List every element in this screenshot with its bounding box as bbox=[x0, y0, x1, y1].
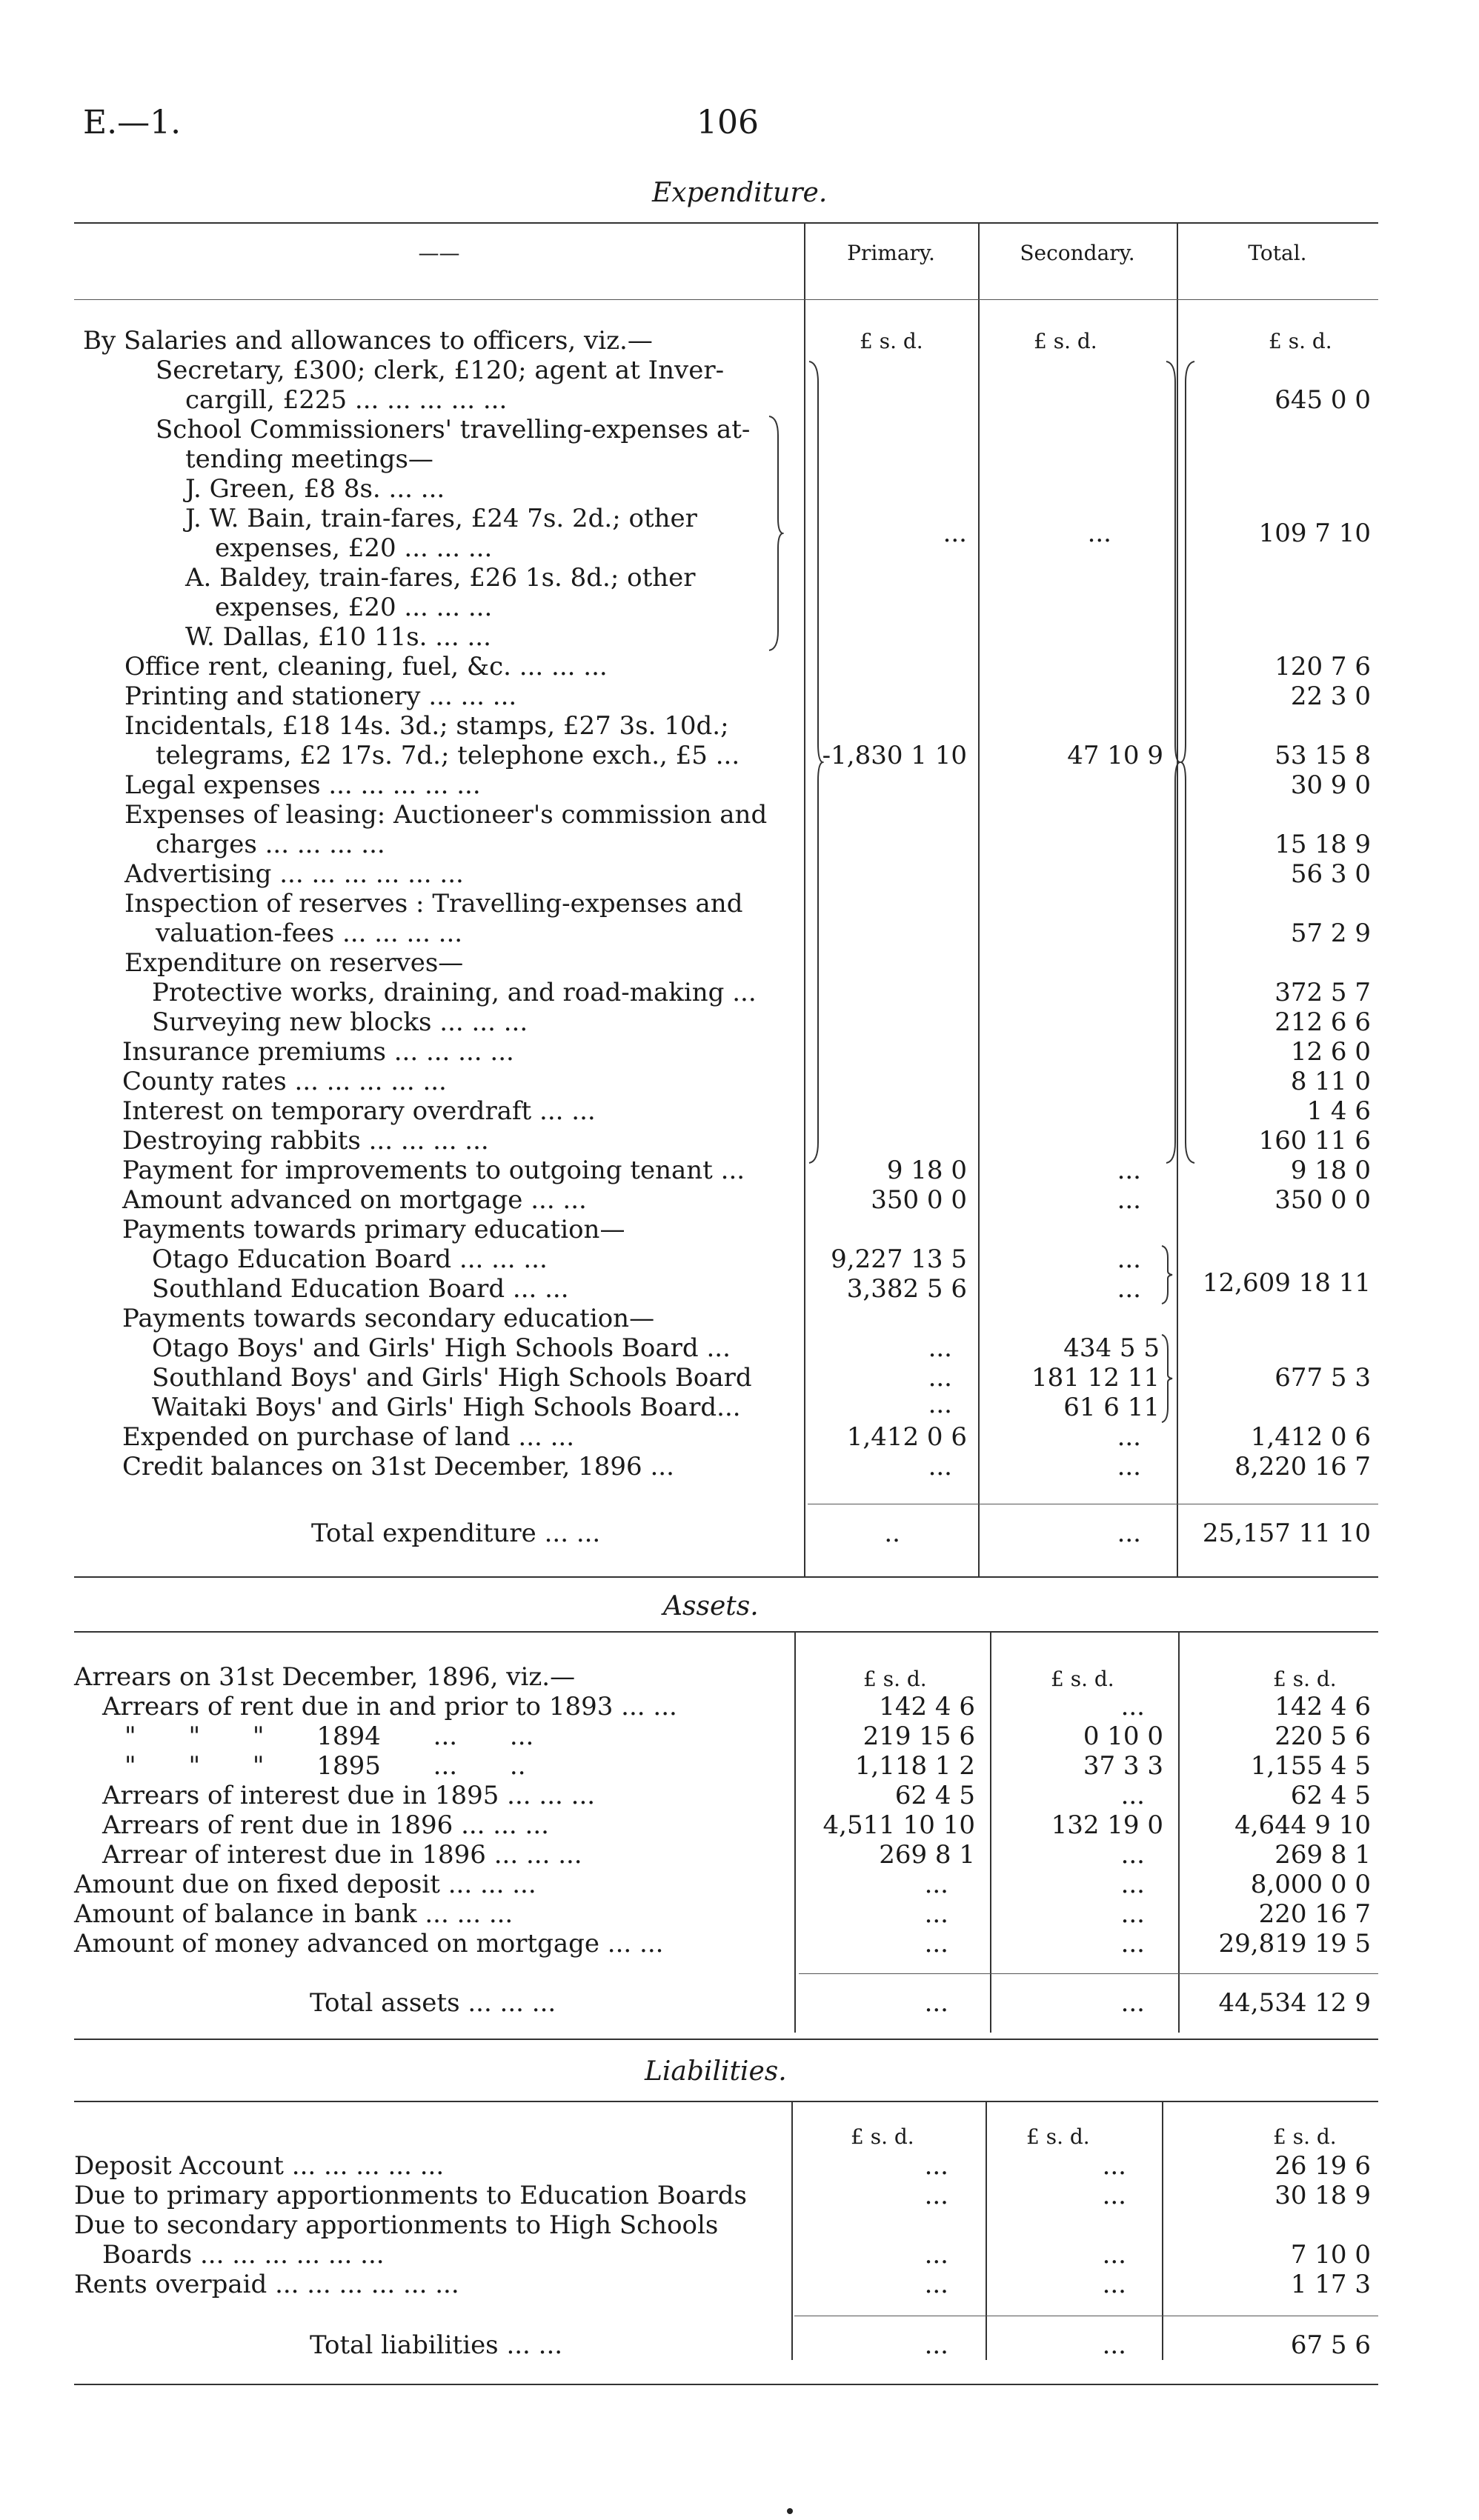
expenditure-line: Interest on temporary overdraft ... ... bbox=[122, 1096, 596, 1126]
asset-primary-value: 4,511 10 10 bbox=[822, 1810, 975, 1840]
primary-value-salaries: ... bbox=[943, 519, 967, 548]
expenditure-line: Waitaki Boys' and Girls' High Schools Board... bbox=[152, 1393, 741, 1422]
expenditure-line: Incidentals, £18 14s. 3d.; stamps, £27 3s. 10d.; bbox=[124, 711, 729, 741]
asset-row-label: Amount of balance in bank ... ... ... bbox=[74, 1899, 514, 1929]
asset-row-label: Arrears of interest due in 1895 ... ... ... bbox=[102, 1781, 596, 1810]
expenditure-line: By Salaries and allowances to officers, viz.— bbox=[83, 326, 653, 356]
expenditure-line: Printing and stationery ... ... ... bbox=[124, 681, 517, 711]
liability-total-value: 30 18 9 bbox=[1274, 2181, 1371, 2210]
expenditure-line: J. Green, £8 8s. ... ... bbox=[185, 474, 445, 504]
assets-top-rule bbox=[74, 1631, 1378, 1633]
secondary-value-southland-education: ... bbox=[1117, 1274, 1141, 1304]
asset-primary-value: 219 15 6 bbox=[863, 1721, 975, 1751]
secondary-value-credit: ... bbox=[1117, 1452, 1141, 1481]
expenditure-line: Legal expenses ... ... ... ... ... bbox=[124, 770, 481, 800]
expenditure-line: Amount advanced on mortgage ... ... bbox=[122, 1185, 587, 1215]
liability-primary-value: ... bbox=[924, 2181, 948, 2210]
primary-value-mortgage: 350 0 0 bbox=[871, 1185, 967, 1215]
expenditure-line: County rates ... ... ... ... ... bbox=[122, 1067, 447, 1096]
primary-value-land: 1,412 0 6 bbox=[846, 1422, 967, 1452]
assets-primary-unit: £ s. d. bbox=[863, 1667, 927, 1691]
expenditure-divider-1 bbox=[804, 224, 805, 1578]
secondary-value-salaries: ... bbox=[1087, 519, 1111, 548]
expenditure-line: Payments towards primary education— bbox=[122, 1215, 625, 1244]
asset-total-value: 220 16 7 bbox=[1258, 1899, 1371, 1929]
asset-secondary-value: ... bbox=[1120, 1899, 1145, 1929]
asset-total-value: 220 5 6 bbox=[1274, 1721, 1371, 1751]
total-value: 120 7 6 bbox=[1274, 652, 1371, 681]
expenditure-line: valuation-fees ... ... ... ... bbox=[156, 919, 463, 948]
liability-secondary-value: ... bbox=[1102, 2181, 1126, 2210]
total-assets-label: Total assets ... ... ... bbox=[310, 1988, 556, 2018]
asset-total-value: 142 4 6 bbox=[1274, 1692, 1371, 1721]
liability-total-value: 1 17 3 bbox=[1290, 2270, 1371, 2299]
liabilities-divider-3 bbox=[1162, 2102, 1163, 2360]
primary-value-otago-education: 9,227 13 5 bbox=[831, 1244, 967, 1274]
asset-secondary-value: ... bbox=[1120, 1781, 1145, 1810]
total-value: 57 2 9 bbox=[1290, 919, 1371, 948]
secondary-column-brace bbox=[1165, 360, 1181, 1164]
asset-primary-value: 62 4 5 bbox=[894, 1781, 975, 1810]
asset-primary-value: ... bbox=[924, 1870, 948, 1899]
total-value: 212 6 6 bbox=[1274, 1007, 1371, 1037]
asset-secondary-value: ... bbox=[1120, 1929, 1145, 1959]
asset-primary-value: 269 8 1 bbox=[879, 1840, 975, 1870]
liability-total-value: 7 10 0 bbox=[1290, 2240, 1371, 2270]
total-liabilities-label: Total liabilities ... ... bbox=[310, 2330, 563, 2360]
asset-row-label: Arrears of rent due in and prior to 1893 ... ... bbox=[102, 1692, 677, 1721]
liability-secondary-value: ... bbox=[1102, 2240, 1126, 2270]
liability-secondary-value: ... bbox=[1102, 2270, 1126, 2299]
liabilities-total-unit: £ s. d. bbox=[1273, 2124, 1337, 2149]
primary-value-credit: ... bbox=[928, 1452, 952, 1481]
primary-value-improvements: 9 18 0 bbox=[886, 1156, 967, 1185]
expenditure-line: Credit balances on 31st December, 1896 ... bbox=[122, 1452, 674, 1481]
asset-secondary-value: ... bbox=[1120, 1692, 1145, 1721]
total-value: 30 9 0 bbox=[1290, 770, 1371, 800]
asset-primary-value: ... bbox=[924, 1929, 948, 1959]
secondary-value-improvements: ... bbox=[1117, 1156, 1141, 1185]
expenditure-line: expenses, £20 ... ... ... bbox=[215, 533, 493, 563]
total-value: 1,412 0 6 bbox=[1250, 1422, 1371, 1452]
asset-row-label: " " " 1894 ... ... bbox=[124, 1721, 534, 1751]
total-assets-value: 44,534 12 9 bbox=[1218, 1988, 1371, 2018]
asset-total-value: 8,000 0 0 bbox=[1250, 1870, 1371, 1899]
expenditure-title: Expenditure. bbox=[652, 178, 828, 208]
commissioners-brace bbox=[768, 415, 784, 652]
asset-secondary-value: 37 3 3 bbox=[1083, 1751, 1163, 1781]
expenditure-line: Expenses of leasing: Auctioneer's commission and bbox=[124, 800, 768, 830]
assets-bottom-rule bbox=[74, 2039, 1378, 2040]
expenditure-line: charges ... ... ... ... bbox=[156, 830, 385, 859]
primary-value-otago-high: ... bbox=[928, 1333, 952, 1363]
total-value: 109 7 10 bbox=[1258, 519, 1371, 548]
secondary-value-admin: 47 10 9 bbox=[1067, 741, 1163, 770]
liabilities-title: Liabilities. bbox=[645, 2056, 787, 2087]
total-value: 22 3 0 bbox=[1290, 681, 1371, 711]
asset-total-value: 269 8 1 bbox=[1274, 1840, 1371, 1870]
expenditure-line: Otago Education Board ... ... ... bbox=[152, 1244, 548, 1274]
primary-value-southland-education: 3,382 5 6 bbox=[846, 1274, 967, 1304]
expenditure-line: telegrams, £2 17s. 7d.; telephone exch., £5 ... bbox=[156, 741, 740, 770]
total-value: 12,609 18 11 bbox=[1202, 1268, 1371, 1298]
secondary-value-land: ... bbox=[1117, 1422, 1141, 1452]
total-value: 8,220 16 7 bbox=[1234, 1452, 1371, 1481]
expenditure-divider-2 bbox=[978, 224, 980, 1578]
total-value: 1 4 6 bbox=[1306, 1096, 1371, 1126]
expenditure-line: Protective works, draining, and road-making ... bbox=[152, 978, 757, 1007]
liability-row-label: Boards ... ... ... ... ... ... bbox=[102, 2240, 385, 2270]
assets-divider-3 bbox=[1178, 1633, 1180, 2033]
print-mark bbox=[787, 2508, 793, 2514]
total-value: 8 11 0 bbox=[1290, 1067, 1371, 1096]
total-value: 15 18 9 bbox=[1274, 830, 1371, 859]
total-value: 160 11 6 bbox=[1258, 1126, 1371, 1156]
asset-secondary-value: ... bbox=[1120, 1870, 1145, 1899]
expenditure-line: Otago Boys' and Girls' High Schools Board ... bbox=[152, 1333, 731, 1363]
expenditure-line: Inspection of reserves : Travelling-expenses and bbox=[124, 889, 743, 919]
total-value: 53 15 8 bbox=[1274, 741, 1371, 770]
assets-total-unit: £ s. d. bbox=[1273, 1667, 1337, 1691]
expenditure-line: W. Dallas, £10 11s. ... ... bbox=[185, 622, 491, 652]
primary-value-waitaki-high: ... bbox=[928, 1390, 952, 1419]
expenditure-line: Southland Education Board ... ... bbox=[152, 1274, 569, 1304]
total-expenditure-value: 25,157 11 10 bbox=[1202, 1519, 1371, 1548]
total-value: 372 5 7 bbox=[1274, 978, 1371, 1007]
asset-secondary-value: 132 19 0 bbox=[1051, 1810, 1163, 1840]
liabilities-top-rule bbox=[74, 2101, 1378, 2102]
expenditure-line: Office rent, cleaning, fuel, &c. ... ... ... bbox=[124, 652, 608, 681]
primary-column-header: Primary. bbox=[847, 241, 935, 265]
liability-row-label: Due to primary apportionments to Education Boards bbox=[74, 2181, 747, 2210]
total-value: 645 0 0 bbox=[1274, 385, 1371, 415]
secondary-value-otago-high: 434 5 5 bbox=[1063, 1333, 1160, 1363]
total-expenditure-label: Total expenditure ... ... bbox=[311, 1519, 601, 1548]
liability-row-label: Deposit Account ... ... ... ... ... bbox=[74, 2151, 445, 2181]
expenditure-line: School Commissioners' travelling-expenses at- bbox=[156, 415, 751, 444]
asset-row-label: Amount of money advanced on mortgage ... ... bbox=[74, 1929, 664, 1959]
liability-primary-value: ... bbox=[924, 2240, 948, 2270]
liability-row-label: Due to secondary apportionments to High Schools bbox=[74, 2210, 719, 2240]
expenditure-line: J. W. Bain, train-fares, £24 7s. 2d.; other bbox=[185, 504, 697, 533]
total-value: 56 3 0 bbox=[1290, 859, 1371, 889]
secondary-education-brace bbox=[1160, 1333, 1175, 1424]
column-header-rule bbox=[74, 299, 1378, 300]
asset-row-label: Arrear of interest due in 1896 ... ... ... bbox=[102, 1840, 582, 1870]
total-unit: £ s. d. bbox=[1269, 329, 1332, 353]
asset-primary-value: 1,118 1 2 bbox=[854, 1751, 975, 1781]
total-assets-primary: ... bbox=[924, 1988, 948, 2018]
asset-primary-value: ... bbox=[924, 1899, 948, 1929]
asset-row-label: Arrears on 31st December, 1896, viz.— bbox=[74, 1662, 576, 1692]
total-value: 677 5 3 bbox=[1274, 1363, 1371, 1393]
assets-secondary-unit: £ s. d. bbox=[1051, 1667, 1114, 1691]
asset-primary-value: 142 4 6 bbox=[879, 1692, 975, 1721]
document-code: E.—1. bbox=[83, 104, 182, 141]
asset-row-label: Arrears of rent due in 1896 ... ... ... bbox=[102, 1810, 549, 1840]
expenditure-bottom-rule bbox=[74, 1576, 1378, 1578]
total-assets-secondary: ... bbox=[1120, 1988, 1145, 2018]
secondary-unit: £ s. d. bbox=[1034, 329, 1097, 353]
primary-value-southland-high: ... bbox=[928, 1363, 952, 1393]
total-liabilities-value: 67 5 6 bbox=[1290, 2330, 1371, 2360]
expenditure-line: Secretary, £300; clerk, £120; agent at Inver- bbox=[156, 356, 725, 385]
asset-row-label: " " " 1895 ... .. bbox=[124, 1751, 526, 1781]
expenditure-line: Advertising ... ... ... ... ... ... bbox=[124, 859, 464, 889]
expenditure-line: tending meetings— bbox=[185, 444, 433, 474]
liability-row-label: Rents overpaid ... ... ... ... ... ... bbox=[74, 2270, 459, 2299]
secondary-column-header: Secondary. bbox=[1020, 241, 1135, 265]
expenditure-line: expenses, £20 ... ... ... bbox=[215, 593, 493, 622]
expenditure-line: Payment for improvements to outgoing tenant ... bbox=[122, 1156, 745, 1185]
assets-title: Assets. bbox=[663, 1591, 759, 1621]
asset-row-label: Amount due on fixed deposit ... ... ... bbox=[74, 1870, 536, 1899]
expenditure-line: cargill, £225 ... ... ... ... ... bbox=[185, 385, 508, 415]
expenditure-line: A. Baldey, train-fares, £26 1s. 8d.; other bbox=[185, 563, 696, 593]
expenditure-line: Expenditure on reserves— bbox=[124, 948, 464, 978]
secondary-value-waitaki-high: 61 6 11 bbox=[1063, 1393, 1160, 1422]
asset-total-value: 62 4 5 bbox=[1290, 1781, 1371, 1810]
asset-total-value: 1,155 4 5 bbox=[1250, 1751, 1371, 1781]
expenditure-line: Payments towards secondary education— bbox=[122, 1304, 655, 1333]
assets-divider-1 bbox=[794, 1633, 796, 2033]
secondary-value-mortgage: ... bbox=[1117, 1185, 1141, 1215]
secondary-value-total: ... bbox=[1117, 1519, 1141, 1548]
primary-value-admin: -1,830 1 10 bbox=[822, 741, 967, 770]
asset-secondary-value: 0 10 0 bbox=[1083, 1721, 1163, 1751]
primary-education-brace bbox=[1160, 1244, 1175, 1305]
expenditure-line: Insurance premiums ... ... ... ... bbox=[122, 1037, 514, 1067]
secondary-value-southland-high: 181 12 11 bbox=[1031, 1363, 1160, 1393]
total-liabilities-primary: ... bbox=[924, 2330, 948, 2360]
asset-total-value: 4,644 9 10 bbox=[1234, 1810, 1371, 1840]
total-value: 9 18 0 bbox=[1290, 1156, 1371, 1185]
total-value: 350 0 0 bbox=[1274, 1185, 1371, 1215]
liabilities-divider-2 bbox=[986, 2102, 987, 2360]
liabilities-bottom-rule bbox=[74, 2384, 1378, 2385]
expenditure-line: Southland Boys' and Girls' High Schools Board bbox=[152, 1363, 752, 1393]
total-liabilities-secondary: ... bbox=[1102, 2330, 1126, 2360]
label-column-header: —— bbox=[418, 241, 460, 265]
asset-secondary-value: ... bbox=[1120, 1840, 1145, 1870]
total-column-header: Total. bbox=[1248, 241, 1307, 265]
assets-sum-rule bbox=[799, 1973, 1378, 1974]
liability-primary-value: ... bbox=[924, 2270, 948, 2299]
liabilities-divider-1 bbox=[791, 2102, 793, 2360]
expenditure-line: Destroying rabbits ... ... ... ... bbox=[122, 1126, 489, 1156]
liability-total-value: 26 19 6 bbox=[1274, 2151, 1371, 2181]
expenditure-top-rule bbox=[74, 222, 1378, 224]
page-number: 106 bbox=[697, 104, 759, 141]
total-value: 12 6 0 bbox=[1290, 1037, 1371, 1067]
primary-value-total: .. bbox=[884, 1519, 900, 1548]
primary-unit: £ s. d. bbox=[860, 329, 923, 353]
liabilities-secondary-unit: £ s. d. bbox=[1026, 2124, 1090, 2149]
assets-divider-2 bbox=[990, 1633, 991, 2033]
liabilities-primary-unit: £ s. d. bbox=[851, 2124, 914, 2149]
expenditure-line: Surveying new blocks ... ... ... bbox=[152, 1007, 528, 1037]
liability-secondary-value: ... bbox=[1102, 2151, 1126, 2181]
expenditure-line: Expended on purchase of land ... ... bbox=[122, 1422, 575, 1452]
secondary-value-otago-education: ... bbox=[1117, 1244, 1141, 1274]
liability-primary-value: ... bbox=[924, 2151, 948, 2181]
asset-total-value: 29,819 19 5 bbox=[1218, 1929, 1371, 1959]
